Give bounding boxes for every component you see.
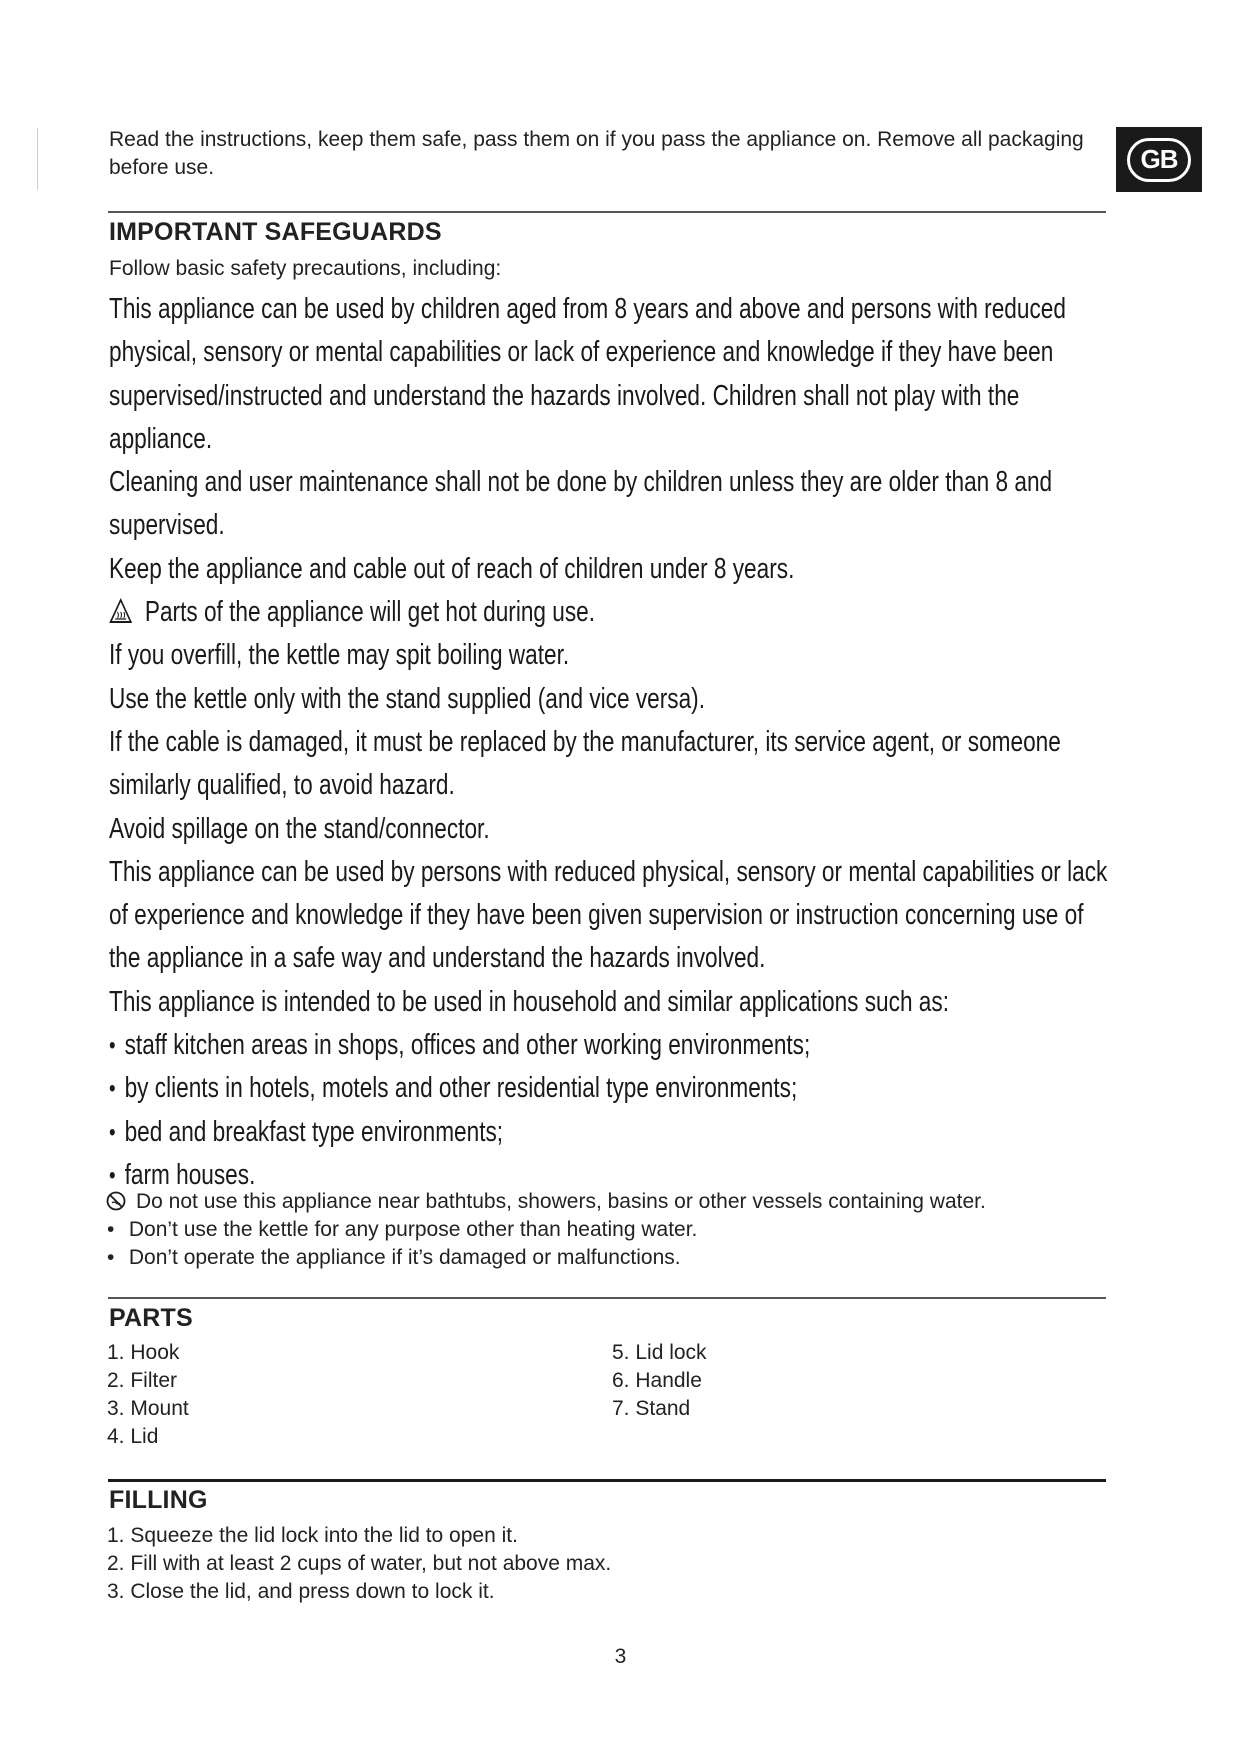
use-list-item: • by clients in hotels, motels and other residential type environments; (109, 1067, 1131, 1110)
part-item: 6. Handle (612, 1369, 702, 1392)
safeguard-paragraph: Cleaning and user maintenance shall not be done by children unless they are older than 8 and supervised. (109, 466, 1053, 542)
water-warning-text: Do not use this appliance near bathtubs, showers, basins or other vessels containing water. (136, 1190, 986, 1213)
filling-steps (107, 1522, 611, 1606)
filling-step: 1. Squeeze the lid lock into the lid to open it. (107, 1524, 518, 1547)
divider (108, 1297, 1106, 1299)
margin-line (37, 128, 38, 190)
section-subtitle: Follow basic safety precautions, including: (109, 257, 502, 280)
page-number: 3 (614, 1645, 627, 1668)
language-badge: GB (1127, 138, 1191, 182)
warning-list-item: • Don’t operate the appliance if it’s damaged or malfunctions. (107, 1246, 681, 1269)
safeguard-paragraph: Avoid spillage on the stand/connector. (109, 812, 490, 845)
part-item: 4. Lid (107, 1425, 159, 1448)
safeguard-paragraph: This appliance is intended to be used in household and similar applications such as: (109, 985, 949, 1018)
safeguard-paragraph: Keep the appliance and cable out of reach of children under 8 years. (109, 552, 795, 585)
hot-parts-text: Parts of the appliance will get hot during use. (144, 596, 596, 629)
warning-list-item: • Don’t use the kettle for any purpose other than heating water. (107, 1218, 698, 1241)
part-item: 3. Mount (107, 1397, 189, 1420)
parts-list-right (612, 1339, 707, 1423)
additional-warnings (106, 1188, 986, 1272)
intro-text: Read the instructions, keep them safe, pass them on if you pass the appliance on. Remove all packaging before use. (109, 128, 1084, 179)
language-tab (1116, 127, 1202, 192)
safeguard-paragraph: This appliance can be used by children aged from 8 years and above and persons with reduced physical, sensory or mental capabilities or lack of experience and knowledge if they have been supervised/instructed and understand the hazards involved. Children shall not play with the appliance. (109, 293, 1066, 455)
safeguard-paragraph: If you overfill, the kettle may spit boiling water. (109, 639, 570, 672)
water-warning-row (106, 1188, 986, 1216)
safeguard-paragraph: This appliance can be used by persons with reduced physical, sensory or mental capabilities or lack of experience and knowledge if they have been given supervision or instruction concerning use of the appliance in a safe way and understand the hazards involved. (109, 855, 1108, 975)
part-item: 2. Filter (107, 1369, 178, 1392)
part-item: 1. Hook (107, 1341, 180, 1364)
parts-list-left (107, 1339, 189, 1451)
safeguard-paragraph: If the cable is damaged, it must be replaced by the manufacturer, its service agent, or someone similarly qualified, to avoid hazard. (109, 725, 1061, 802)
filling-step: 2. Fill with at least 2 cups of water, but not above max. (107, 1552, 612, 1575)
use-list-item: • farm houses. (109, 1154, 1131, 1197)
part-item: 5. Lid lock (612, 1341, 707, 1364)
divider-thick (108, 1479, 1106, 1482)
filling-step: 3. Close the lid, and press down to lock it. (107, 1580, 495, 1603)
no-water-icon (106, 1191, 126, 1211)
safeguard-paragraph-hot (109, 591, 1115, 634)
divider (108, 211, 1106, 213)
hot-surface-warning-icon (109, 598, 132, 624)
safeguards-body (109, 288, 1108, 1197)
part-item: 7. Stand (612, 1397, 691, 1420)
safeguard-paragraph: Use the kettle only with the stand supplied (and vice versa). (109, 682, 705, 715)
section-title-safeguards: IMPORTANT SAFEGUARDS (109, 218, 442, 246)
use-list-item: • bed and breakfast type environments; (109, 1111, 1131, 1154)
section-title-filling: FILLING (109, 1486, 208, 1514)
use-list-item: • staff kitchen areas in shops, offices and other working environments; (109, 1024, 1131, 1067)
section-title-parts: PARTS (109, 1304, 193, 1332)
